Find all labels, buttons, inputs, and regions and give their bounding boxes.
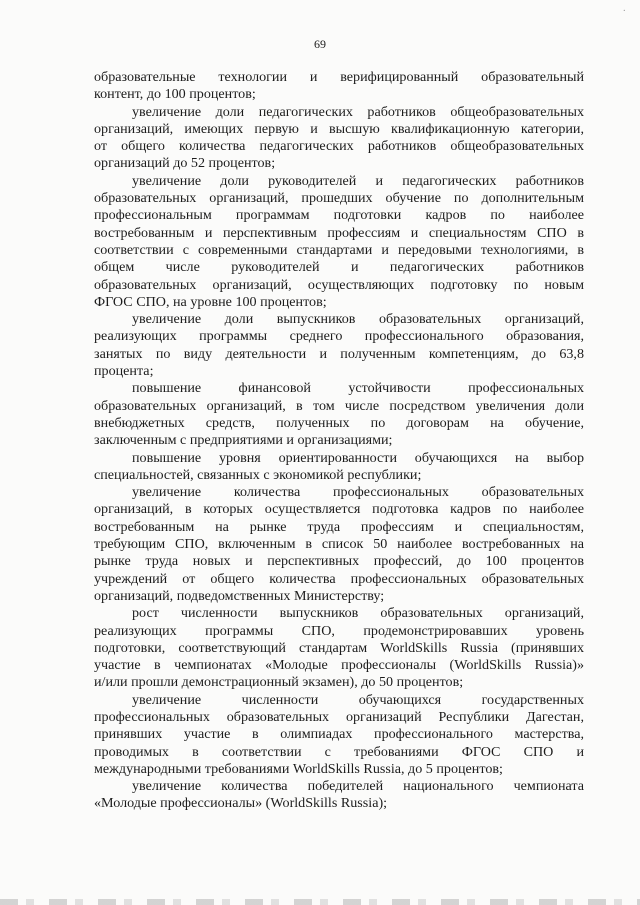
text-line: ФГОС СПО, на уровне 100 процентов; — [94, 293, 327, 310]
text-line: занятых по виду деятельности и полученным компетенциям, до 63,8 — [94, 345, 584, 362]
text-line: организаций, в которых осуществляется подготовка кадров по наиболее — [94, 501, 584, 518]
paragraph-first-line: рост численности выпускников образовательных организаций, — [132, 605, 584, 622]
text-line: «Молодые профессионалы» (WorldSkills Russia); — [94, 795, 388, 812]
paragraph-first-line: повышение финансовой устойчивости профессиональных — [132, 380, 584, 397]
text-line: образовательных организаций, прошедших обучение по дополнительным — [94, 190, 584, 207]
text-line: образовательные технологии и верифицированный образовательный — [94, 69, 584, 85]
paragraph-first-line: увеличение количества профессиональных образовательных — [132, 484, 584, 501]
text-line: востребованным и перспективным профессиям и специальностям СПО в — [94, 224, 584, 241]
text-line: процента; — [94, 363, 154, 380]
text-line: соответствии с современными стандартами и передовыми технологиями, в — [94, 241, 584, 258]
text-line: реализующих программы СПО, продемонстрировавших уровень — [94, 622, 584, 639]
corner-mark: · — [622, 6, 626, 17]
text-line: общем числе руководителей и педагогических работников — [94, 259, 584, 276]
text-line: профессиональных образовательных организаций Республики Дагестан, — [94, 708, 584, 725]
text-line: организаций до 52 процентов; — [94, 155, 276, 172]
text-line: рынке труда новых и перспективных профессий, до 100 процентов — [94, 553, 584, 570]
text-line: организаций, подведомственных Министерству; — [94, 587, 385, 604]
body-text — [0, 69, 640, 813]
text-line: международными требованиями WorldSkills Russia, до 5 процентов; — [94, 760, 503, 777]
text-line: востребованным на рынке труда профессиям и специальностям, — [94, 518, 584, 535]
text-line: реализующих программы среднего профессионального образования, — [94, 328, 584, 345]
page-number: 69 — [314, 37, 326, 51]
text-line: заключенным с предприятиями и организациями; — [94, 432, 393, 449]
text-line: требующим СПО, включенным в список 50 наиболее востребованных на — [94, 536, 584, 553]
text-line: подготовки, соответствующий стандартам WorldSkills Russia (принявших — [94, 639, 584, 656]
text-line: организаций, имеющих первую и высшую квалификационную категории, — [94, 120, 584, 137]
paragraph-first-line: увеличение доли руководителей и педагогических работников — [132, 172, 584, 189]
text-line: контент, до 100 процентов; — [94, 86, 256, 103]
paragraph-first-line: увеличение доли педагогических работников общеобразовательных — [132, 103, 584, 120]
paragraph-first-line: увеличение доли выпускников образовательных организаций, — [132, 311, 584, 328]
text-line: внебюджетных средств, полученных по договорам на обучение, — [94, 414, 584, 431]
text-line: профессиональным программам подготовки кадров по наиболее — [94, 207, 584, 224]
text-line: учреждений от общего количества профессиональных образовательных — [94, 570, 584, 587]
text-line: участие в чемпионатах «Молодые профессионалы (WorldSkills Russia)» — [94, 657, 584, 674]
text-line: принявших участие в олимпиадах профессионального мастерства, — [94, 726, 584, 743]
text-line: образовательных организаций, осуществляющих подготовку по новым — [94, 276, 584, 293]
paragraph-first-line: увеличение количества победителей национального чемпионата — [132, 778, 584, 795]
text-line: образовательных организаций, в том числе посредством увеличения доли — [94, 397, 584, 414]
text-line: от общего количества педагогических работников общеобразовательных — [94, 138, 584, 155]
paragraph-first-line: повышение уровня ориентированности обучающихся на выбор — [132, 449, 584, 466]
text-line: проводимых в соответствии с требованиями ФГОС СПО и — [94, 743, 584, 760]
text-line: специальностей, связанных с экономикой республики; — [94, 466, 422, 483]
paragraph-first-line: увеличение численности обучающихся государственных — [132, 691, 584, 708]
scan-footer-strip — [0, 899, 640, 905]
text-line: и/или прошли демонстрационный экзамен), до 50 процентов; — [94, 674, 464, 691]
